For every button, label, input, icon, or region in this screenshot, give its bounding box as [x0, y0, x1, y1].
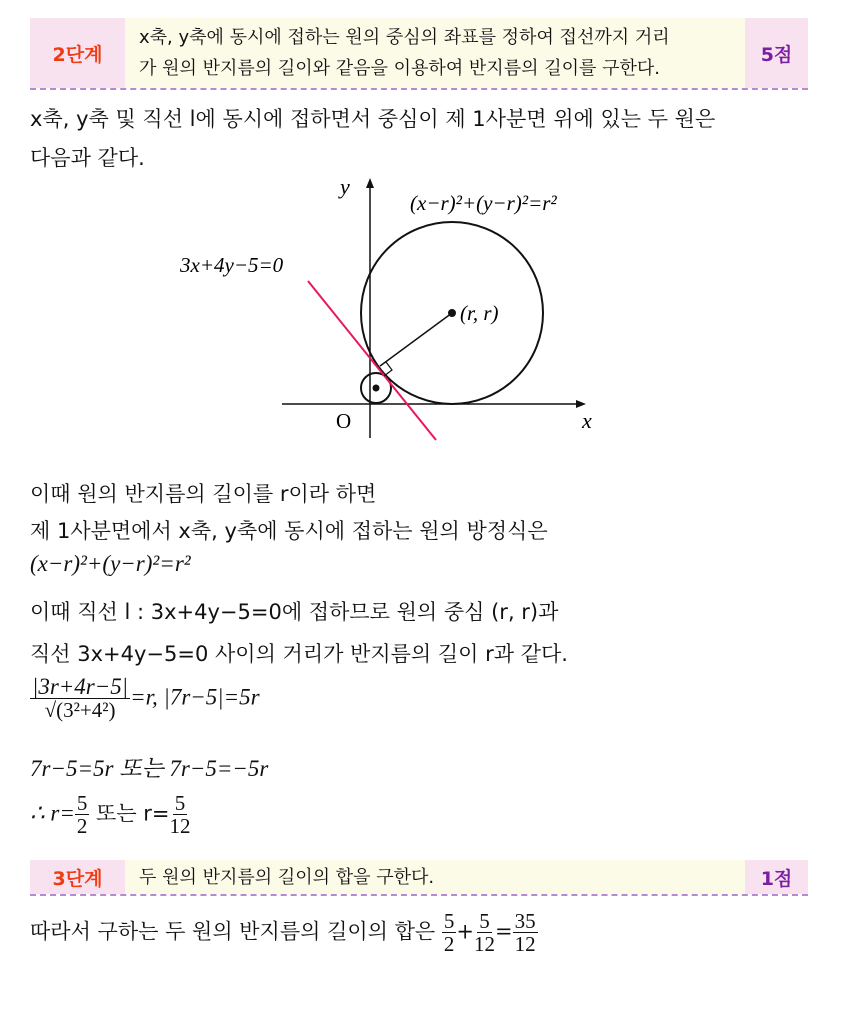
y-label: y: [340, 174, 350, 199]
solution-line: 이때 원의 반지름의 길이를 r이라 하면: [30, 482, 377, 506]
final-answer: [30, 910, 538, 955]
step-points: 1점: [745, 860, 808, 894]
numerator: 5: [174, 791, 186, 815]
equals-sign: =: [494, 919, 513, 944]
numerator: 5: [443, 909, 455, 933]
final-text: 따라서 구하는 두 원의 반지름의 길이의 합은: [30, 919, 442, 944]
plus-sign: +: [456, 919, 474, 944]
numerator: |3r+4r−5|: [32, 674, 129, 699]
denominator: 12: [473, 932, 495, 956]
denominator: 12: [169, 814, 191, 838]
denominator: 2: [76, 814, 88, 838]
step-label: 3단계: [30, 860, 125, 894]
or-text: 또는 r=: [89, 801, 170, 826]
denominator: 2: [443, 932, 455, 956]
step-desc-line: 가 원의 반지름의 길이와 같음을 이용하여 반지름의 길이를 구한다.: [139, 58, 660, 79]
formula-rest: =r, |7r−5|=5r: [130, 684, 260, 710]
small-circle-center: [373, 385, 380, 392]
x-label: x: [582, 408, 592, 433]
solution-line: 이때 직선 l : 3x+4y−5=0에 접하므로 원의 중심 (r, r)과: [30, 600, 559, 624]
step-points: 5점: [745, 18, 808, 88]
solution-line: 7r−5=5r 또는 7r−5=−5r: [30, 756, 269, 781]
center-label: (r, r): [460, 301, 499, 325]
distance-formula: [30, 676, 260, 721]
x-axis-arrow-icon: [576, 400, 586, 408]
step-desc-line: x축, y축에 동시에 접하는 원의 중심의 좌표를 정하여 접선까지 거리: [139, 27, 670, 48]
result-line: [30, 792, 191, 837]
numerator: 35: [514, 909, 536, 933]
circle-equation-label: (x−r)²+(y−r)²=r²: [410, 191, 557, 215]
origin-label: O: [336, 409, 352, 433]
denominator: 12: [514, 932, 536, 956]
therefore-text: ∴ r=: [30, 800, 75, 826]
step-description: [125, 18, 745, 88]
numerator: 5: [479, 909, 490, 933]
denominator: √(3²+4²): [44, 698, 116, 722]
step-description: 두 원의 반지름의 길이의 합을 구한다.: [125, 860, 745, 894]
step2-header: [30, 18, 808, 90]
line-equation-label: 3x+4y−5=0: [180, 253, 284, 277]
step-label: 2단계: [30, 18, 125, 88]
numerator: 5: [76, 791, 88, 815]
radius-line: [380, 313, 452, 366]
y-axis-arrow-icon: [366, 178, 374, 188]
diagram: [0, 170, 850, 455]
solution-line: 제 1사분면에서 x축, y축에 동시에 접하는 원의 방정식은: [30, 519, 548, 543]
circle-equation: (x−r)²+(y−r)²=r²: [30, 551, 191, 576]
solution-line: 직선 3x+4y−5=0 사이의 거리가 반지름의 길이 r과 같다.: [30, 642, 568, 666]
tangent-line: [308, 281, 436, 440]
intro-line: x축, y축 및 직선 l에 동시에 접하면서 중심이 제 1사분면 위에 있는 두 원은: [30, 107, 716, 131]
intro-line: 다음과 같다.: [30, 146, 145, 170]
step3-header: [30, 860, 808, 896]
center-point: [448, 309, 456, 317]
